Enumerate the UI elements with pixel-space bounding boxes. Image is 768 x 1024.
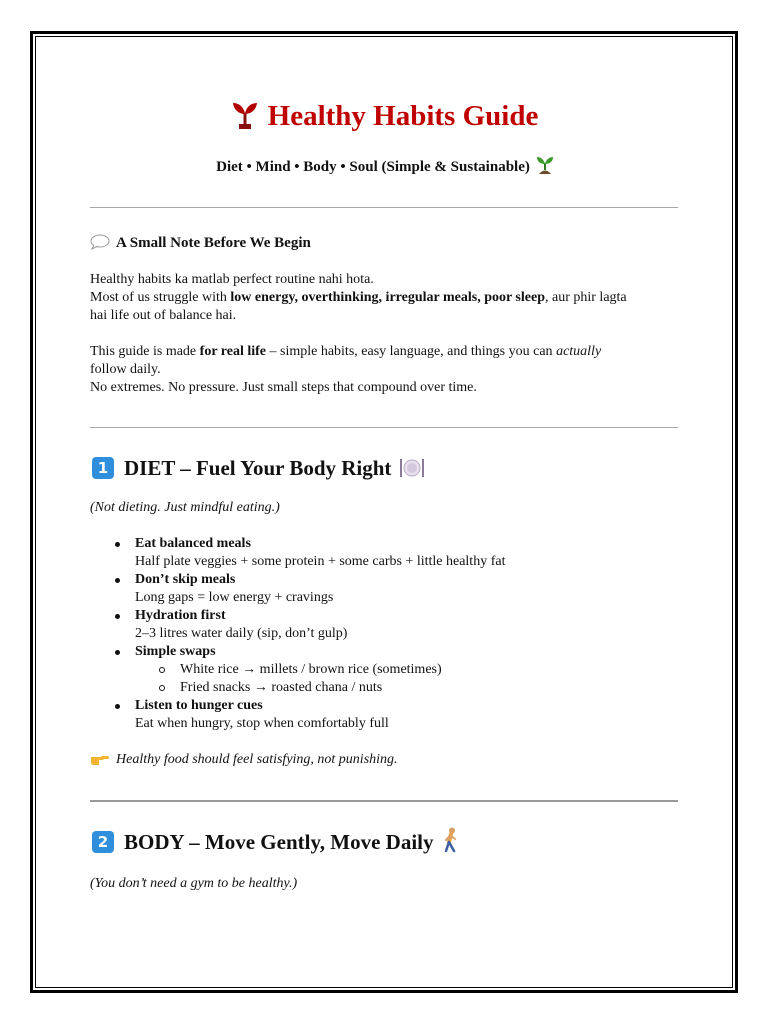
item-title: Listen to hunger cues	[135, 698, 263, 713]
list-item	[90, 697, 650, 733]
list-item	[90, 571, 650, 607]
sub-list-item: White rice → millets / brown rice (sometimes)	[135, 661, 650, 679]
sub-list-item: Fried snacks → roasted chana / nuts	[135, 679, 650, 697]
intro-line: Healthy habits ka matlab perfect routine nahi hota.	[90, 272, 374, 287]
intro-paragraph	[90, 271, 680, 325]
text-span: , aur phir lagta	[545, 290, 627, 305]
body-subnote: (You don’t need a gym to be healthy.)	[90, 876, 298, 891]
note-heading	[90, 233, 311, 256]
text-span: – simple habits, easy language, and things you can	[266, 344, 557, 359]
diet-subnote: (Not dieting. Just mindful eating.)	[90, 500, 280, 515]
sprout-icon	[536, 155, 554, 180]
intro-line	[90, 289, 680, 307]
item-desc: Half plate veggies + some protein + some carbs + little healthy fat	[135, 554, 506, 569]
guide-line	[90, 343, 680, 361]
item-title: Simple swaps	[135, 644, 216, 659]
tip-text: Healthy food should feel satisfying, not punishing.	[116, 752, 398, 767]
text-span: This guide is made	[90, 344, 200, 359]
sub-list	[135, 661, 650, 697]
item-title: Eat balanced meals	[135, 536, 251, 551]
speech-bubble-icon	[90, 234, 110, 256]
diet-tip	[90, 751, 398, 772]
list-item	[90, 643, 650, 697]
body-section-heading	[92, 827, 460, 861]
page-title	[90, 96, 680, 141]
list-item	[90, 535, 650, 571]
plate-icon	[399, 457, 425, 487]
number-one-badge: 1	[92, 457, 114, 479]
intro-line: hai life out of balance hai.	[90, 308, 237, 323]
divider	[90, 207, 678, 208]
walking-person-icon	[442, 827, 460, 861]
title-text: Healthy Habits Guide	[267, 100, 539, 132]
guide-paragraph	[90, 343, 680, 397]
sprout-icon	[232, 100, 258, 141]
list-item	[90, 607, 650, 643]
text-span: Most of us struggle with	[90, 290, 231, 305]
item-title: Don’t skip meals	[135, 572, 236, 587]
diet-section-heading	[92, 453, 425, 487]
item-desc: 2–3 litres water daily (sip, don’t gulp)	[135, 626, 348, 641]
bold-text: low energy, overthinking, irregular meals, poor sleep	[230, 290, 545, 305]
guide-line: follow daily.	[90, 362, 161, 377]
italic-text: actually	[556, 344, 602, 359]
item-desc: Long gaps = low energy + cravings	[135, 590, 334, 605]
subtitle-text: Diet • Mind • Body • Soul (Simple & Sustainable)	[216, 159, 530, 175]
note-heading-text: A Small Note Before We Begin	[116, 235, 311, 251]
divider	[90, 427, 678, 428]
diet-heading-text: DIET – Fuel Your Body Right	[124, 456, 392, 480]
body-heading-text: BODY – Move Gently, Move Daily	[124, 830, 434, 854]
page-subtitle	[90, 155, 680, 180]
item-desc: Eat when hungry, stop when comfortably full	[135, 716, 389, 731]
number-two-badge: 2	[92, 831, 114, 853]
diet-list	[90, 535, 650, 733]
pointing-hand-icon	[90, 752, 110, 772]
guide-line: No extremes. No pressure. Just small steps that compound over time.	[90, 380, 477, 395]
item-title: Hydration first	[135, 608, 226, 623]
bold-text: for real life	[199, 344, 266, 359]
divider	[90, 800, 678, 802]
